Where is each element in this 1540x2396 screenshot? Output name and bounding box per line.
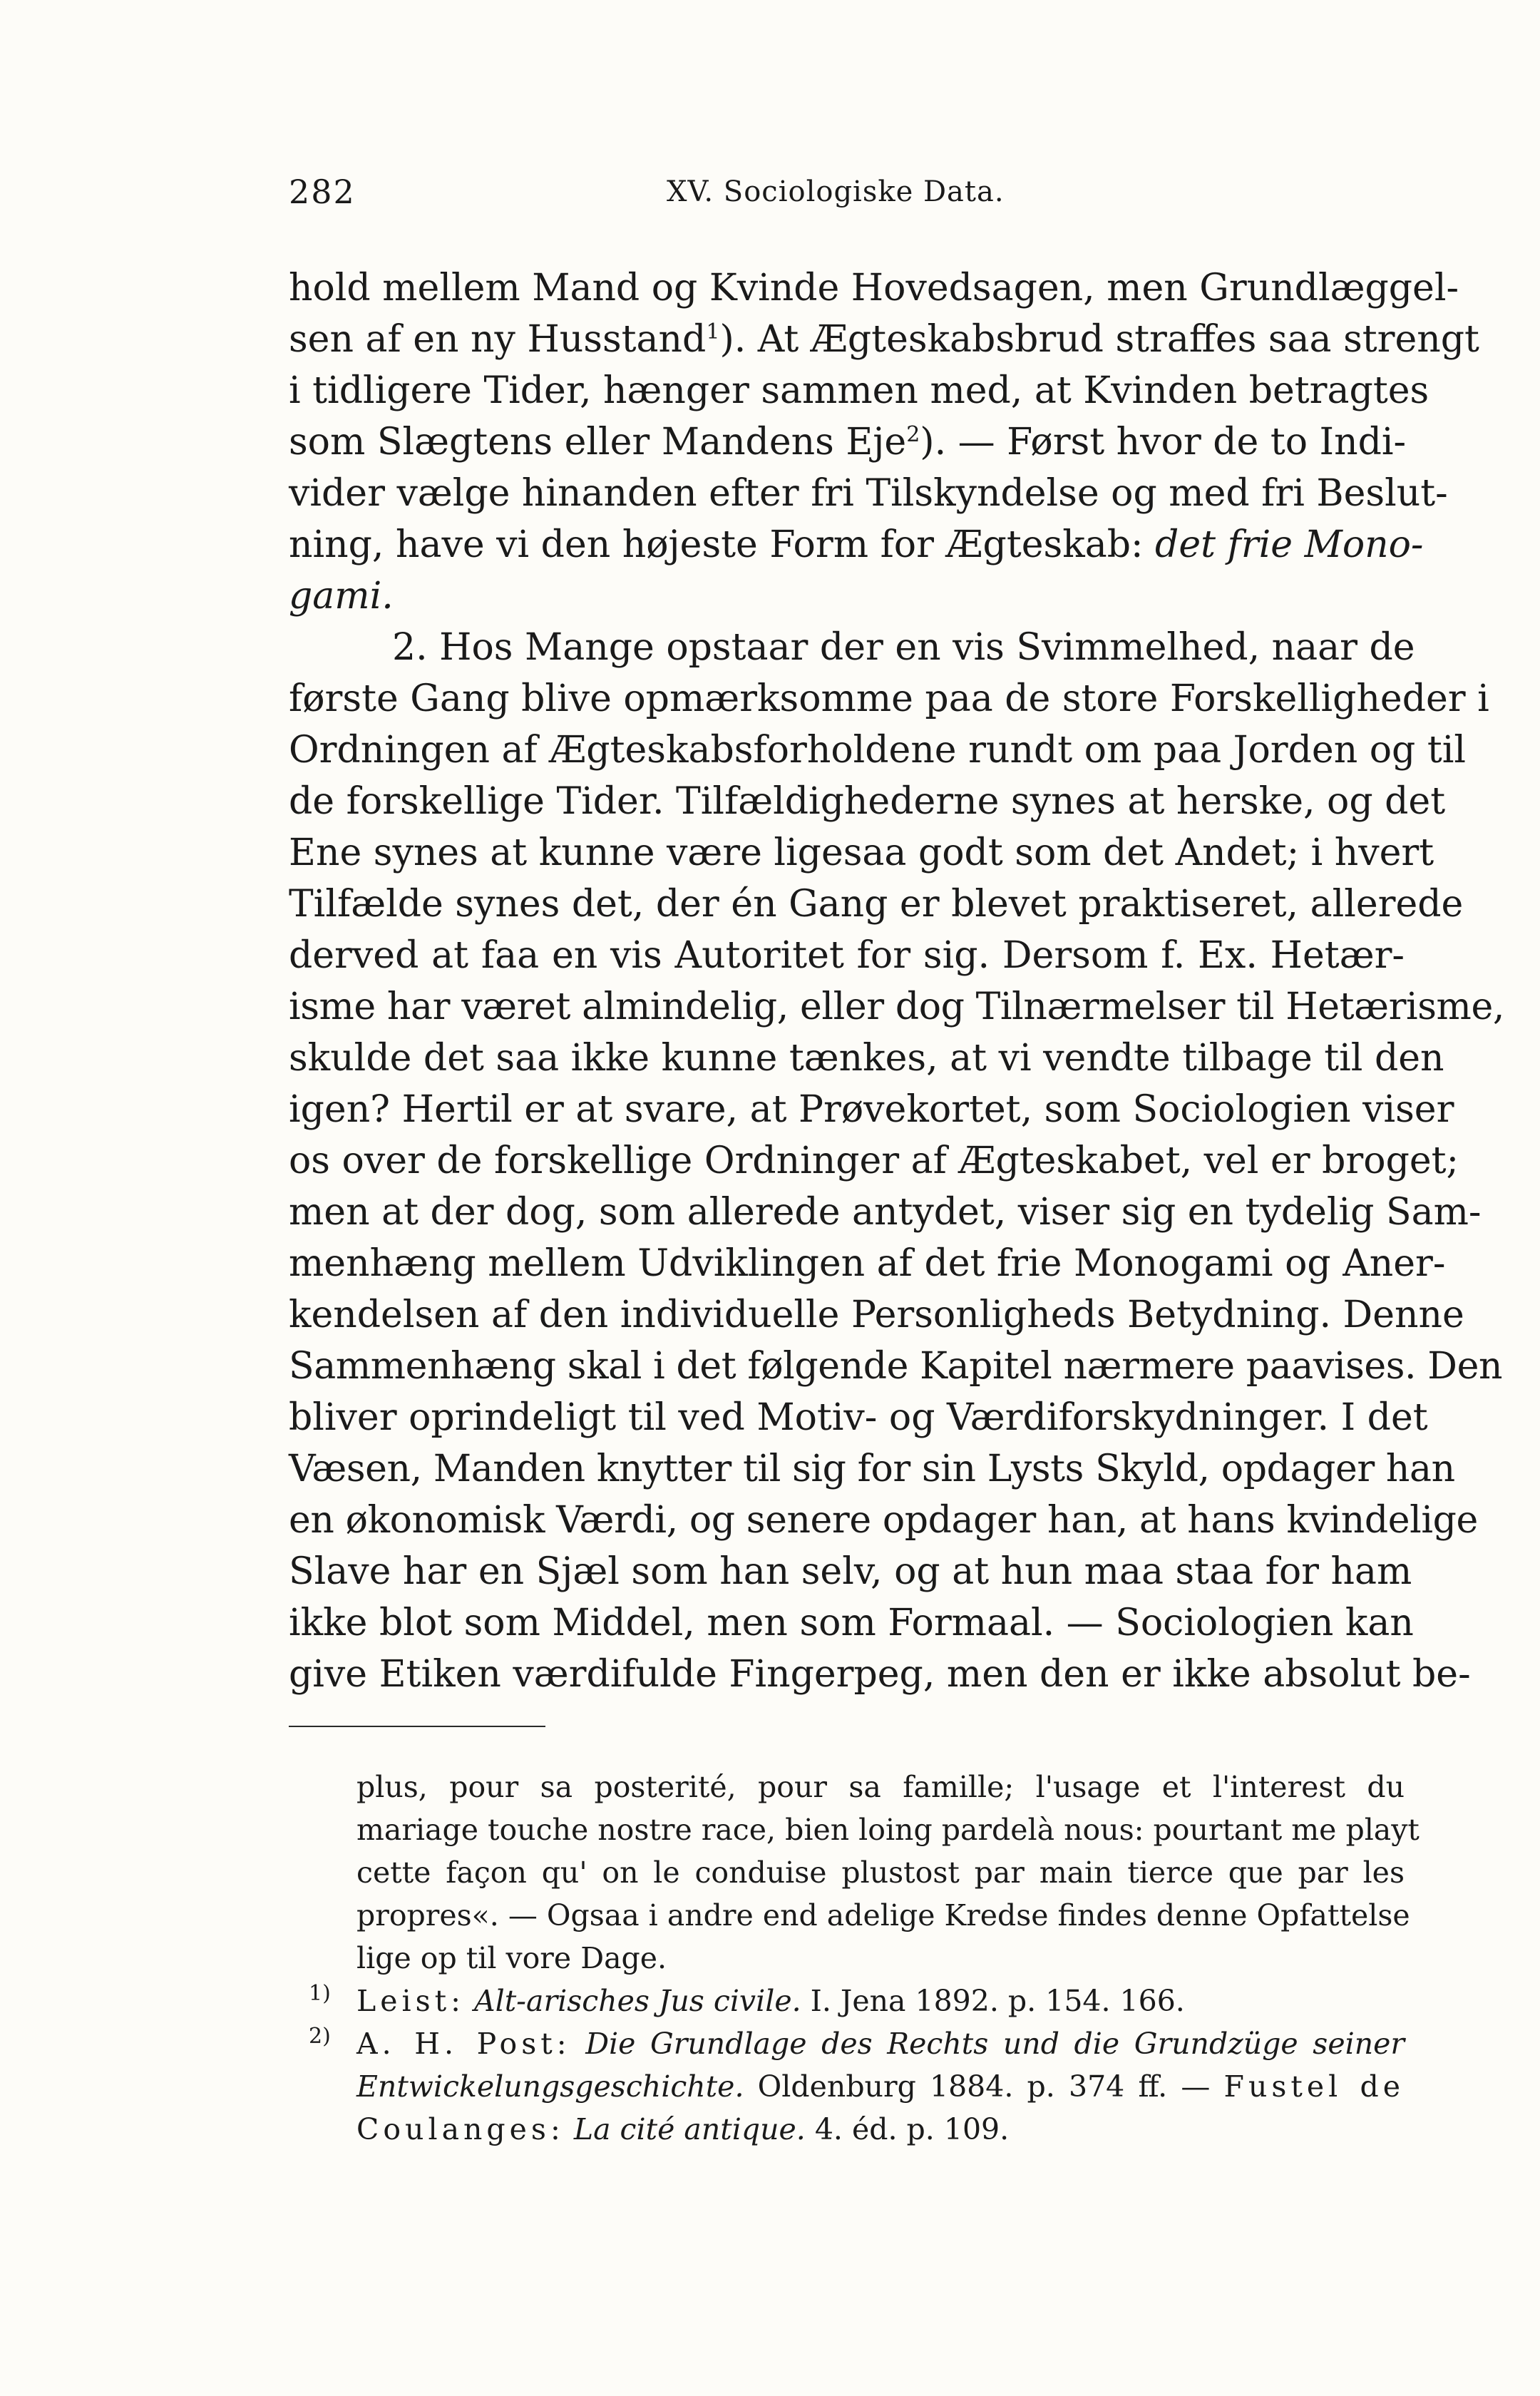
footnote-title: Entwickelungsgeschichte. [356,2069,744,2104]
text-line: bliver oprindeligt til ved Motiv- og Værdiforskydninger. I det [289,1396,1428,1439]
text-line: Sammenhæng skal i det følgende Kapitel nærmere paavises. Den [289,1345,1503,1388]
footnote-continuation-line: lige op til vore Dage. [356,1941,667,1975]
text-line: men at der dog, som allerede antydet, viser sig en tydelig Sam- [289,1191,1482,1234]
footnote-2-line-3 [289,2108,1405,2151]
footnote-ref: 2 [906,422,920,447]
footnote-continuation-line: mariage touche nostre race, bien loing pardelà nous: pourtant me playt [356,1813,1420,1847]
emphasis: det frie Mono- [1155,523,1424,566]
footnote-author: Fustel de [1223,2069,1405,2104]
text-line: Slave har en Sjæl som han selv, og at hun maa staa for ham [289,1550,1412,1593]
footnotes [289,1766,1420,2151]
text-line: derved at faa en vis Autoritet for sig. Dersom f. Ex. Hetær- [289,934,1405,977]
text-line: som Slægtens eller Mandens Eje$^2$). — Først hvor de to Indi- [289,421,1407,464]
text-line: vider vælge hinanden efter fri Tilskyndelse og med fri Beslut- [289,472,1448,515]
text-line: Ene synes at kunne være ligesaa godt som det Andet; i hvert [289,831,1434,874]
page-header [289,173,1405,222]
text-line: give Etiken værdifulde Fingerpeg, men den er ikke absolut be- [289,1653,1471,1696]
text-line: hold mellem Mand og Kvinde Hovedsagen, men Grundlæggel- [289,267,1459,309]
footnote-marker: 2) [309,2024,331,2049]
text-line: menhæng mellem Udviklingen af det frie Monogami og Aner- [289,1242,1446,1285]
footnote-continuation-line: propres«. — Ogsaa i andre end adelige Kredse findes denne Opfattelse [356,1898,1410,1932]
text-line: os over de forskellige Ordninger af Ægteskabet, vel er broget; [289,1140,1459,1182]
footnote-author: Leist: [356,1984,465,2018]
text-line: Ordningen af Ægteskabsforholdene rundt om paa Jorden og til [289,729,1466,772]
footnote-title: Alt-arisches Jus civile. [473,1984,801,2018]
footnote-divider [289,1726,545,1727]
text-line: ning, have vi den højeste Form for Ægteskab: det frie Mono- [289,523,1424,566]
footnote-details: Oldenburg 1884. p. 374 ff. — [757,2069,1211,2104]
page-number: 282 [289,173,356,211]
emphasis: gami. [289,575,394,618]
text-line: igen? Hertil er at svare, at Prøvekortet, som Sociologien viser [289,1088,1454,1131]
text-line: en økonomisk Værdi, og senere opdager han, at hans kvindelige [289,1499,1478,1542]
text-line [289,570,1405,622]
footnote-details: I. Jena 1892. p. 154. 166. [810,1984,1185,2018]
paragraph-start: 2. Hos Mange opstaar der en vis Svimmelhed, naar de [392,626,1415,669]
footnote-title: La cité antique. [573,2112,806,2146]
footnote-continuation-line: plus, pour sa posterité, pour sa famille; l'usage et l'interest du [356,1770,1405,1804]
footnote-ref: 1 [706,319,720,344]
footnote-author: Coulanges: [356,2112,565,2146]
text-line: ikke blot som Middel, men som Formaal. — Sociologien kan [289,1602,1414,1644]
text-line: første Gang blive opmærksomme paa de store Forskelligheder i [289,677,1489,720]
text-line: Væsen, Manden knytter til sig for sin Lysts Skyld, opdager han [289,1448,1455,1490]
footnote-continuation-line: cette façon qu' on le conduise plustost par main tierce que par les [356,1855,1405,1890]
text-line: isme har været almindelig, eller dog Tilnærmelser til Hetærisme, [289,985,1504,1028]
footnote-title: Die Grundlage des Rechts und die Grundzüge seiner [585,2027,1405,2061]
main-text [289,262,1504,1700]
footnote-author: A. H. Post: [356,2027,571,2061]
text-line: de forskellige Tider. Tilfældighederne synes at herske, og det [289,780,1446,823]
footnote-details: 4. éd. p. 109. [814,2112,1010,2146]
text-line: sen af en ny Husstand$^1$). At Ægteskabsbrud straffes saa strengt [289,318,1479,361]
text-line: kendelsen af den individuelle Personligheds Betydning. Denne [289,1294,1464,1336]
text-line: i tidligere Tider, hænger sammen med, at Kvinden betragtes [289,369,1429,412]
footnote-2-line-2 [289,2065,1405,2108]
running-head: XV. Sociologiske Data. [667,175,1005,208]
footnote-2 [289,2022,1405,2065]
footnote-marker: 1) [309,1981,331,2006]
text-line: skulde det saa ikke kunne tænkes, at vi vendte tilbage til den [289,1037,1444,1080]
footnote-1 [289,1980,1405,2022]
text-line: Tilfælde synes det, der én Gang er blevet praktiseret, allerede [289,883,1464,926]
